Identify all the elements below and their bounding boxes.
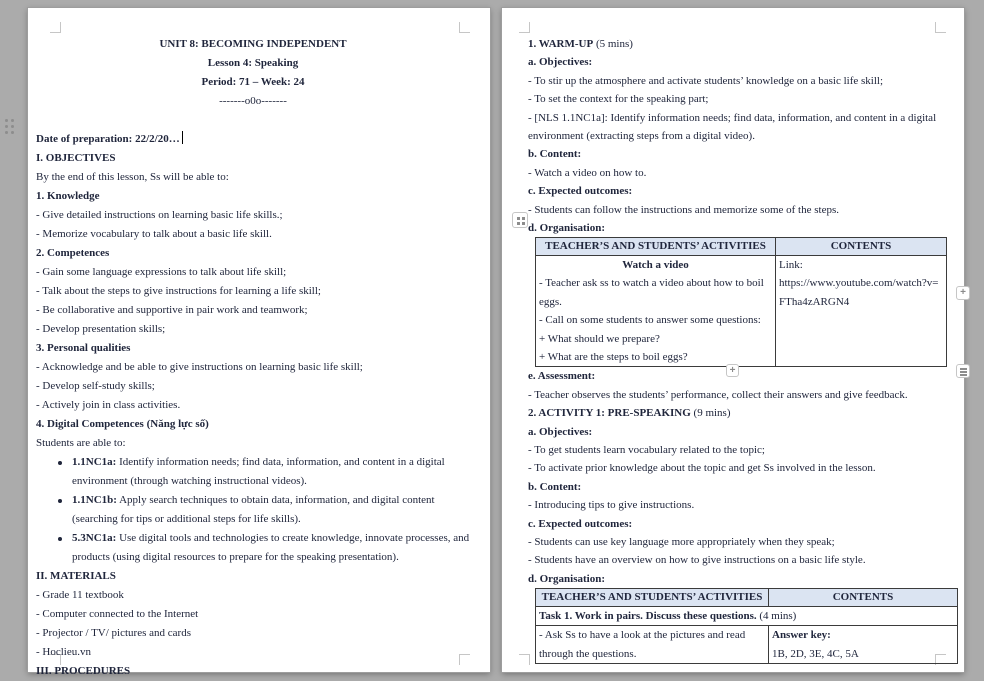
label-content: b. Content: xyxy=(528,148,582,161)
body-line: - Introducing tips to give instructions. xyxy=(528,499,695,512)
doc-title-line-3: Period: 71 – Week: 24 xyxy=(201,76,305,88)
activity-line: + What should we prepare? xyxy=(539,332,660,345)
bullet-icon xyxy=(58,461,62,465)
col-header-contents: CONTENTS xyxy=(769,589,958,607)
heading-bold: 1. WARM-UP xyxy=(528,38,594,50)
body-line: - Computer connected to the Internet xyxy=(36,608,199,620)
date-text: Date of preparation: 22/2/20… xyxy=(36,133,180,145)
competence-code: 1.1NC1a: xyxy=(72,456,117,468)
answer-key-text: 1B, 2D, 3E, 4C, 5A xyxy=(772,647,859,660)
list-item xyxy=(36,491,470,529)
label-content: b. Content: xyxy=(528,480,582,493)
heading-bold: 2. ACTIVITY 1: PRE-SPEAKING xyxy=(528,407,691,420)
section-heading-procedures: III. PROCEDURES xyxy=(36,665,131,677)
section-heading-warmup xyxy=(528,35,950,53)
bullet-icon xyxy=(58,537,62,541)
col-header-activities: TEACHER’S AND STUDENTS’ ACTIVITIES xyxy=(536,238,776,256)
body-line: - Gain some language expressions to talk about life skill; xyxy=(36,266,287,278)
col-header-contents: CONTENTS xyxy=(776,238,947,256)
body-line: - Actively join in class activities. xyxy=(36,399,181,411)
competence-text: Apply search techniques to obtain data, information, and digital content (searching for tips or additional steps for life skills). xyxy=(72,494,435,525)
table-move-handle-icon[interactable] xyxy=(512,212,528,228)
text-cursor xyxy=(182,131,183,144)
body-line: - To activate prior knowledge about the topic and get Ss involved in the lesson. xyxy=(528,462,876,475)
activity-line: + What are the steps to boil eggs? xyxy=(539,351,688,363)
activity-line: - Ask Ss to have a look at the pictures and read through the questions. xyxy=(539,629,746,660)
body-line: By the end of this lesson, Ss will be able to: xyxy=(36,171,229,183)
ornamental-divider: -------o0o------- xyxy=(219,95,287,107)
label-objectives: a. Objectives: xyxy=(528,425,593,438)
table-header-row xyxy=(536,238,947,256)
list-item xyxy=(36,529,470,567)
activities-cell xyxy=(536,626,769,664)
col-header-activities: TEACHER’S AND STUDENTS’ ACTIVITIES xyxy=(536,589,769,607)
competence-code: 1.1NC1b: xyxy=(72,494,117,506)
table-body-row xyxy=(536,255,947,366)
blank-line xyxy=(36,111,470,130)
activity-line: - Teacher ask ss to watch a video about how to boil eggs. xyxy=(539,277,764,308)
body-line: - Develop self-study skills; xyxy=(36,380,155,392)
label-expected-outcomes: c. Expected outcomes: xyxy=(528,517,633,530)
subheading-competences: 2. Competences xyxy=(36,247,110,259)
table-body-row xyxy=(536,626,958,664)
body-line: - To stir up the atmosphere and activate students’ knowledge on a basic life skill; xyxy=(528,74,884,87)
link-label: Link: xyxy=(779,258,803,271)
document-page-left[interactable] xyxy=(28,8,490,677)
body-line: - [NLS 1.1NC1a]: Identify information needs; find data, information, and content in a digital environment (extracting steps from a digital video). xyxy=(528,111,937,143)
body-line: - To get students learn vocabulary related to the topic; xyxy=(528,444,765,457)
section-heading-activity1 xyxy=(528,404,950,422)
heading-duration: (5 mins) xyxy=(593,38,633,50)
activity-title: Watch a video xyxy=(622,258,689,271)
competence-text: Identify information needs; find data, information, and content in a digital environment (through watching instructional videos). xyxy=(72,456,445,487)
section-heading-objectives: I. OBJECTIVES xyxy=(36,152,116,164)
label-assessment: e. Assessment: xyxy=(528,370,596,383)
body-line: - Talk about the steps to give instructions for learning a life skill; xyxy=(36,285,321,297)
label-expected-outcomes: c. Expected outcomes: xyxy=(528,185,633,198)
doc-title-line-1: UNIT 8: BECOMING INDEPENDENT xyxy=(159,38,347,50)
heading-duration: (9 mins) xyxy=(690,407,731,420)
body-line: - Students have an overview on how to give instructions on a basic life style. xyxy=(528,554,866,567)
task-cell xyxy=(536,606,958,625)
contents-cell xyxy=(776,255,947,366)
body-line: - Be collaborative and supportive in pair work and teamwork; xyxy=(36,304,308,316)
document-page-right[interactable] xyxy=(502,8,964,672)
task-title: Task 1. Work in pairs. Discuss these questions. xyxy=(539,609,757,622)
paragraph-drag-handle-icon[interactable] xyxy=(3,118,16,136)
body-line: - Teacher observes the students’ performance, collect their answers and give feedback. xyxy=(528,388,908,401)
activity-line: - Call on some students to answer some questions: xyxy=(539,314,761,327)
doc-title-line-2: Lesson 4: Speaking xyxy=(207,57,299,69)
body-line: - Grade 11 textbook xyxy=(36,589,124,601)
date-line xyxy=(36,130,470,149)
label-organisation: d. Organisation: xyxy=(528,222,606,235)
body-line: - Hoclieu.vn xyxy=(36,646,91,658)
body-line: - Acknowledge and be able to give instructions on learning basic life skill; xyxy=(36,361,363,373)
list-item xyxy=(36,453,470,491)
body-line: Students are able to: xyxy=(36,437,126,449)
bullet-icon xyxy=(58,499,62,503)
subheading-personal-qualities: 3. Personal qualities xyxy=(36,342,131,354)
table-options-icon[interactable] xyxy=(956,364,970,378)
subheading-digital-competences: 4. Digital Competences (Năng lực số) xyxy=(36,418,209,430)
body-line: - Students can follow the instructions and memorize some of the steps. xyxy=(528,203,839,216)
body-line: - Watch a video on how to. xyxy=(528,166,647,179)
insert-row-button[interactable]: + xyxy=(726,364,739,377)
label-objectives: a. Objectives: xyxy=(528,56,593,69)
table-header-row xyxy=(536,589,958,607)
activity1-organisation-table xyxy=(535,588,958,664)
task-duration: (4 mins) xyxy=(756,609,797,622)
body-line: - Develop presentation skills; xyxy=(36,323,166,335)
answer-cell xyxy=(769,626,958,664)
task-row xyxy=(536,606,958,625)
body-line: - Give detailed instructions on learning basic life skills.; xyxy=(36,209,283,221)
subheading-knowledge: 1. Knowledge xyxy=(36,190,100,202)
label-organisation: d. Organisation: xyxy=(528,572,606,585)
warmup-organisation-table xyxy=(535,237,947,367)
body-line: - Projector / TV/ pictures and cards xyxy=(36,627,191,639)
youtube-link[interactable]: https://www.youtube.com/watch?v=FTha4zARGN4 xyxy=(779,277,939,308)
section-heading-materials: II. MATERIALS xyxy=(36,570,116,582)
answer-key-label: Answer key: xyxy=(772,629,831,642)
competence-text: Use digital tools and technologies to create knowledge, innovate processes, and products (using digital resources to prepare for the speaking presentation). xyxy=(72,532,470,563)
insert-column-button[interactable]: + xyxy=(956,286,970,300)
body-line: - To set the context for the speaking part; xyxy=(528,93,709,106)
body-line: - Memorize vocabulary to talk about a basic life skill. xyxy=(36,228,272,240)
activities-cell xyxy=(536,255,776,366)
competence-code: 5.3NC1a: xyxy=(72,532,117,544)
body-line: - Students can use key language more appropriately when they speak; xyxy=(528,536,835,549)
